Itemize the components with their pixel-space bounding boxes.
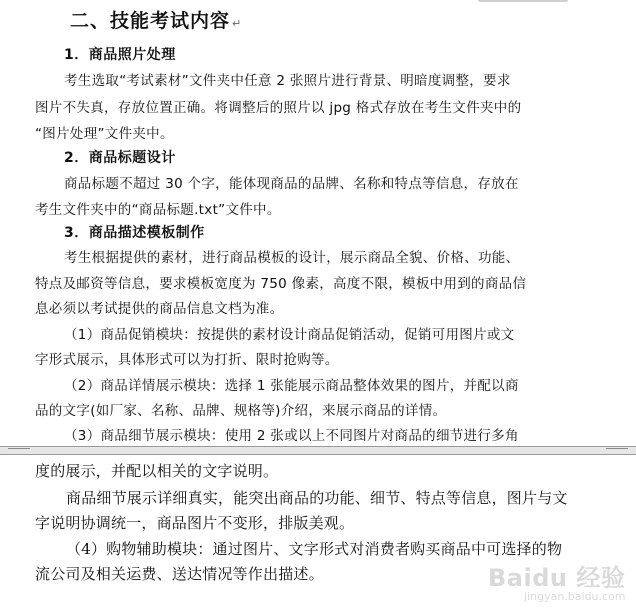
watermark-url: jingyan.baidu.com <box>524 590 626 603</box>
paragraph-line: “图片处理”文件夹中。 <box>35 126 174 142</box>
subsection-heading: 1．商品照片处理 <box>64 47 176 63</box>
baidu-watermark <box>488 554 628 604</box>
section-title: 二、技能考试内容 ↵ <box>70 10 243 32</box>
paragraph-line: 字形式展示，具体形式可以为打折、限时抢购等。 <box>35 352 339 368</box>
paragraph-line: 特点及邮资等信息，要求模板宽度为 750 像素，高度不限，模板中用到的商品信 <box>35 276 527 292</box>
page-break <box>0 446 636 455</box>
paragraph-line: 考生选取“考试素材”文件夹中任意 2 张照片进行背景、明暗度调整，要求 <box>64 73 511 89</box>
paragraph-line: 流公司及相关运费、送达情况等作出描述。 <box>35 565 324 583</box>
margin-corner-mark-right <box>606 448 628 449</box>
paragraph-line: 考生文件夹中的“商品标题.txt”文件中。 <box>35 202 281 218</box>
paragraph-line: 品的文字(如厂家、名称、品牌、规格等)介绍，来展示商品的详情。 <box>35 403 447 419</box>
paragraph-line: 商品标题不超过 30 个字，能体现商品的品牌、名称和特点等信息，存放在 <box>64 176 519 192</box>
subsection-heading: 2．商品标题设计 <box>64 150 176 166</box>
watermark-brand: Baidu 经验 <box>488 564 626 592</box>
paragraph-line: 考生根据提供的素材，进行商品模板的设计，展示商品全貌、价格、功能、 <box>64 250 520 266</box>
paragraph-line: 商品细节展示详细真实，能突出商品的功能、细节、特点等信息，图片与文 <box>66 489 568 507</box>
paragraph-line: 度的展示，并配以相关的文字说明。 <box>35 462 279 480</box>
cropped-header-fragment <box>478 0 568 2</box>
paragraph-line: 字说明协调统一，商品图片不变形，排版美观。 <box>35 514 355 532</box>
subsection-heading: 3．商品描述模板制作 <box>64 225 205 241</box>
paragraph-line: （3）商品细节展示模块：使用 2 张或以上不同图片对商品的细节进行多角 <box>64 428 519 444</box>
paragraph-line: 息必须以考试提供的商品信息文档为准。 <box>35 301 284 317</box>
margin-corner-mark-left <box>8 448 30 449</box>
paragraph-line: （4）购物辅助模块：通过图片、文字形式对消费者购买商品中可选择的物 <box>66 540 563 558</box>
paragraph-line: （2）商品详情展示模块：选择 1 张能展示商品整体效果的图片，并配以商 <box>64 378 519 394</box>
paragraph-line: 图片不失真，存放位置正确。将调整后的照片以 jpg 格式存放在考生文件夹中的 <box>35 100 522 116</box>
paragraph-line: （1）商品促销模块：按提供的素材设计商品促销活动，促销可用图片或文 <box>64 327 515 343</box>
